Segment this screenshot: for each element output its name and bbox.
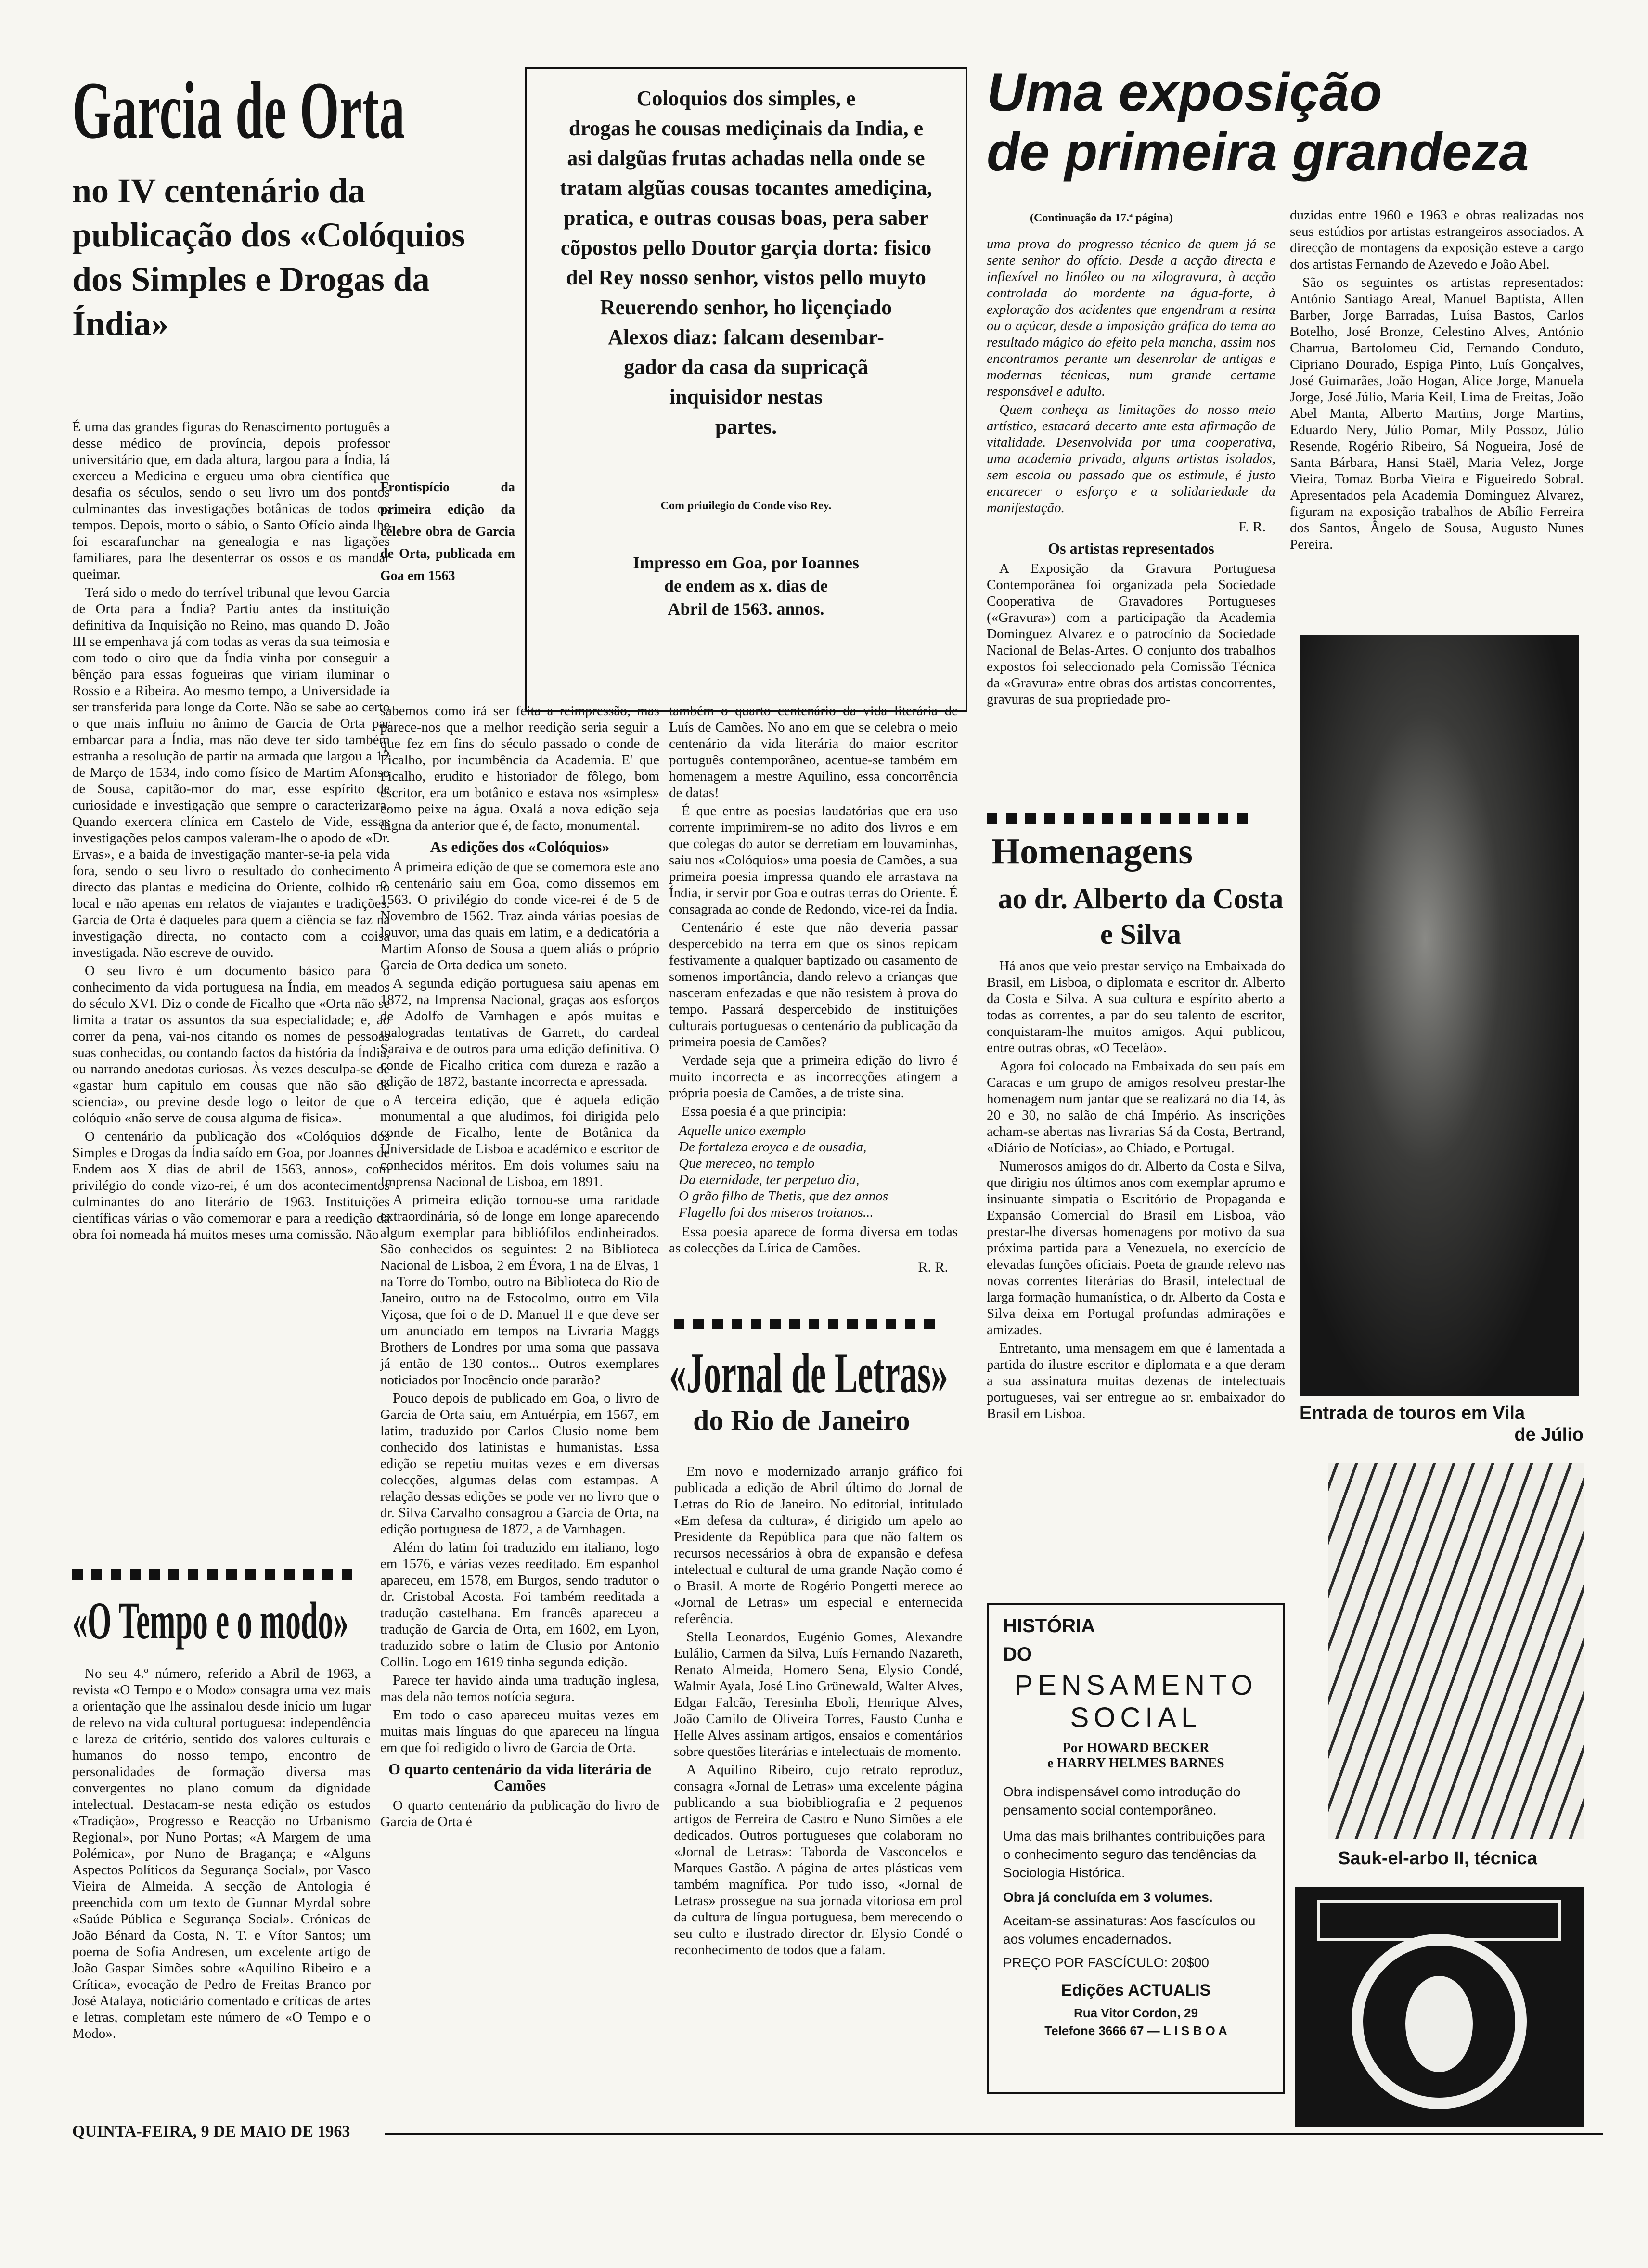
caption-bulls-author: de Júlio <box>1514 1425 1584 1445</box>
exposicao-column1 <box>987 236 1275 799</box>
camoes-p4: Verdade seja que a primeira edição do livro é muito incorrecta e as incorrecções atingem a própria poesia de Camões, a de triste sina. <box>669 1053 958 1101</box>
poem-line: Flagello foi dos miseros troianos... <box>679 1205 874 1220</box>
frontispiece-line: inquisidor nestas <box>669 385 823 409</box>
camoes-signature: R. R. <box>918 1259 948 1275</box>
edicoes-p7: Parece ter havido ainda uma tradução inglesa, mas dela não temos notícia segura. <box>380 1673 659 1704</box>
caption-sauk: Sauk-el-arbo II, técnica <box>1338 1848 1537 1869</box>
engraving-face <box>1295 1887 1584 2127</box>
ad-phone: Telefone 3666 67 — L I S B O A <box>1044 2023 1227 2038</box>
imprint-line: de endem as x. dias de <box>664 576 828 595</box>
poem-line: Da eternidade, ter perpetuo dia, <box>679 1172 860 1187</box>
tempo-title: «O Tempo e o modo» <box>72 1593 349 1650</box>
middle-p1: sabemos como irá ser feita a reimpressão, mas parece-nos que a melhor reedição seria seguir a que fez em fins do século passado o conde de Ficalho, por incumbência da Academia. E' que Ficalho, erudito e historiador de fôlego, bom escritor, era um botânico e estava nos «simples» como peixe na água. Oxalá a nova edição seja digna da anterior que é, de facto, monumental. <box>380 703 659 833</box>
exposicao-italic2: Quem conheça as limitações do nosso meio artístico, estacará decerto ante esta afirmação de vitalidade. Desenvolvida por uma cooperativa, uma academia privada, alguns artistas isolados, sem escola ou passado que os estimule, é justo encarecer o esforço e a solidariedade da manifestação. <box>987 402 1275 515</box>
ad-authors2: e HARRY HELMES BARNES <box>1047 1756 1224 1771</box>
edicoes-p1: A primeira edição de que se comemora este ano o centenário saiu em Goa, como dissemos em 1563. O privilégio do conde vice-rei é de 5 de Novembro de 1562. Traz ainda várias poesias de louvor, uma das quais em latim, e a dedicatória a Martim Afonso de Sousa a quem aliás o próprio Garcia de Orta dedica um soneto. <box>380 859 659 973</box>
frontispiece-line: pratica, e outras cousas boas, pera saber <box>564 206 928 230</box>
frontispiece-line: drogas he cousas mediçinais da India, e <box>568 116 924 140</box>
engraving-bulls <box>1300 635 1579 1396</box>
ad-address: Rua Vitor Cordon, 29 <box>1073 2006 1198 2020</box>
garcia-p4: O centenário da publicação dos «Colóquios dos Simples e Drogas da Índia saído em Goa, por Joannes de Endem aos X dias de abril de 1563, annos», com privilégio do conde vizo-rei, é um dos acontecimentos culminantes do ano literário de 1963. Instituições científicas várias o vão comemorar e para a reedição da obra foi nomeada há muitos meses uma comissão. Não <box>72 1129 390 1242</box>
jornal-subtitle: do Rio de Janeiro <box>693 1405 910 1436</box>
artistas-p1: A Exposição da Gravura Portuguesa Contemporânea foi organizada pela Sociedade Cooperativa de Gravadores Portugueses («Gravura») com a participação da Academia Dominguez Alvarez e o patrocínio da Sociedade Nacional de Belas-Artes. O conjunto dos trabalhos expostos foi seleccionado pela Comissão Técnica da «Gravura» entre obras dos artistas concorrentes, gravuras de sua propriedade pro- <box>987 561 1275 707</box>
poem-line: De fortaleza eroyca e de ousadia, <box>679 1139 867 1155</box>
garcia-article-col1 <box>72 419 390 1564</box>
jornal-title-box <box>669 1343 967 1405</box>
garcia-p1: É uma das grandes figuras do Renascimento português a desse médico de província, depois professor universitário que, em dada altura, largou para a Índia, lá exerceu a Medicina e ergueu uma obra científica que desafia os séculos, sendo o seu livro um dos pontos culminantes das investigações botânicas de todos os tempos. Depois, morto o sábio, o Santo Ofício ainda lhe foi escarafunchar na genealogia e nas ligações familiares, para lhe desenterrar os ossos e os mandar queimar. <box>72 419 390 582</box>
tempo-divider-top <box>72 1569 371 1580</box>
homenagens-p2: Agora foi colocado na Embaixada do seu país em Caracas e um grupo de amigos resolveu prestar-lhe homenagem num jantar que se realizará no dia 14, às 20 e 30, no salão de chá Império. As inscrições acham-se abertas nas livrarias Sá da Costa, Bertrand, «Diário de Notícias», ao Chiado, e Portugal. <box>987 1058 1285 1156</box>
artistas-heading: Os artistas representados <box>1048 540 1214 557</box>
homenagens-subtitle: ao dr. Alberto da Costa e Silva <box>998 883 1284 950</box>
tempo-article <box>72 1665 371 2099</box>
edicoes-p2: A segunda edição portuguesa saiu apenas em 1872, na Imprensa Nacional, graças aos esforços de Adolfo de Varnhagen e após muitas e malogradas tentativas de Garrett, do cardeal Saraiva e de outros para uma edição definitiva. O conde de Ficalho critica com dureza e razão a edição de 1872, bastante incorrecta e apressada. <box>380 976 659 1089</box>
jornal-divider <box>674 1319 963 1329</box>
quarto-heading: O quarto centenário da vida literária de Camões <box>388 1760 651 1794</box>
ad-p2: Uma das mais brilhantes contribuições para o conhecimento seguro das tendências da Sociologia Histórica. <box>1003 1829 1265 1880</box>
edicoes-p5: Pouco depois de publicado em Goa, o livro de Garcia de Orta saiu, em Antuérpia, em 1567, em latim, traduzido por Carlos Clusio nome bem conhecido dos latinistas e humanistas. Essa edição se repetiu muitas vezes e em diversas colecções, algumas delas com estampas. A relação dessas edições se pode ver no livro que o dr. Silva Carvalho consagrou a Garcia de Orta, na edição portuguesa de 1872, a de Varnhagen. <box>380 1391 659 1537</box>
edicoes-heading: As edições dos «Colóquios» <box>430 838 610 855</box>
footer-date: QUINTA-FEIRA, 9 DE MAIO DE 1963 <box>72 2123 350 2140</box>
homenagens-p3: Numerosos amigos do dr. Alberto da Costa e Silva, que dirigiu nos últimos anos com exemplar aprumo e insinuante simpatia o Escritório de Propaganda e Expansão Comercial do Brasil em Lisboa, vão prestar-lhe diversas homenagens por motivo da sua próxima partida para a Venezuela, no exercício de elevadas funções oficiais. Poeta de grande relevo nas novas correntes literárias do Brasil, intelectual de larga formação humanística, o dr. Alberto da Costa e Silva deixa em Portugal profundas admirações e amizades. <box>987 1159 1285 1338</box>
garcia-p3: O seu livro é um documento básico para o conhecimento da vida portuguesa na Índia, em meados do século XVI. Diz o conde de Ficalho que «Orta não se limita a tratar os assuntos da sua especialidade; e, ao correr da pena, vai-nos citando os nomes de pessoas suas conhecidas, ou contando factos da história da Índia, ou narrando anedotas curiosas. Às vezes desculpa-se de «gastar hum capitulo em cousas que não são de sciencia», ou previne desde logo o leitor de que o colóquio «não serve de cousa alguma de fisica». <box>72 963 390 1126</box>
ad-line3: PENSAMENTO <box>1014 1670 1258 1701</box>
imprint-line: Impresso em Goa, por Ioannes <box>633 553 859 572</box>
ad-p4: Aceitam-se assinaturas: Aos fascículos ou aos volumes encadernados. <box>1003 1913 1256 1946</box>
frontispiece-line: cõpostos pello Doutor garçia dorta: fisico <box>560 236 932 259</box>
tempo-title-box <box>72 1593 380 1651</box>
frontispiece-privilege: Com priuilegio do Conde viso Rey. <box>660 500 832 512</box>
frontispiece-line: asi dalgũas frutas achadas nella onde se <box>567 146 925 170</box>
ad-publisher: Edições ACTUALIS <box>1061 1981 1211 1999</box>
frontispiece-title-text <box>539 84 953 442</box>
exposicao-title-box <box>987 63 1593 217</box>
camoes-p1: também o quarto centenário da vida literária de Luís de Camões. No ano em que se celebra o meio centenário da vida literária do maior escritor português contemporâneo, acentue-se também em homenagem a mestre Aquilino, essa concorrência de datas! <box>669 703 958 800</box>
exposicao-signature: F. R. <box>1238 519 1266 535</box>
ad-price: PREÇO POR FASCÍCULO: 20$00 <box>1003 1955 1209 1970</box>
homenagens-title: Homenagens <box>991 831 1193 872</box>
frontispiece-line: Coloquios dos simples, e <box>636 87 856 110</box>
frontispiece-line: gador da casa da supricaçã <box>624 355 868 379</box>
book-advertisement <box>987 1603 1285 2094</box>
garcia-subtitle: no IV centenário da publicação dos «Colóquios dos Simples e Drogas da Índia» <box>72 171 465 343</box>
exposicao-continuation: (Continuação da 17.ª página) <box>1030 212 1173 224</box>
homenagens-divider <box>987 813 1285 824</box>
imprint-line: Abril de 1563. annos. <box>668 599 824 619</box>
camoes-p5: Essa poesia é a que principia: <box>682 1104 847 1119</box>
frontispiece-line: Reuerendo senhor, ho liçençiado <box>600 296 892 319</box>
ad-line2: DO <box>1003 1644 1032 1665</box>
frontispiece-caption: Frontispício da primeira edição da célebre obra de Garcia de Orta, publicada em Goa em 1563 <box>380 480 515 583</box>
edicoes-p4: A primeira edição tornou-se uma raridade extraordinária, só de longe em longe aparecendo algum exemplar para bibliófilos endinheirados. São conhecidos os seguintes: 2 na Biblioteca Nacional de Lisboa, 2 em Évora, 1 na de Elvas, 1 na Torre do Tombo, outro na Biblioteca do Rio de Janeiro, outro na de Estocolmo, outro em Vila Viçosa, que foi o de D. Manuel II e que deve ser um anunciado em tempos na Livraria Maggs Brothers de Londres por uma soma que passava já então de 130 contos... Outros exemplares noticiados por Inocêncio onde pararão? <box>380 1192 659 1388</box>
exposicao-italic1: uma prova do progresso técnico de quem já se sente senhor do ofício. Desde a acção directa e inflexível no linóleo ou na xilogravura, à acção controlada do mordente na água-forte, à exploração dos acidentes que engendram a resina ou o açúcar, desde a imposição gráfica do tema ao resultado mágico do efeito pela mancha, assim nos encontramos perante um desenrolar de antigas e modernas técnicas, num grande certame responsável e adulto. <box>987 236 1275 399</box>
exposicao-title-line1: Uma exposição <box>987 62 1382 122</box>
caption-bulls: Entrada de touros em Vila <box>1300 1403 1525 1423</box>
homenagens-p4: Entretanto, uma mensagem em que é lamentada a partida do ilustre escritor e diplomata e a que deram a sua assinatura muitas dezenas de intelectuais portugueses, vai ser entregue ao sr. embaixador do Brasil em Lisboa. <box>987 1340 1285 1421</box>
camoes-column <box>669 703 958 1304</box>
ad-line4: SOCIAL <box>1070 1702 1202 1733</box>
poem-line: Que mereceo, no templo <box>679 1156 815 1171</box>
ad-p3: Obra já concluída em 3 volumes. <box>1003 1890 1213 1905</box>
homenagens-article <box>987 958 1285 1584</box>
frontispiece-facsimile <box>525 67 967 712</box>
ad-p1: Obra indispensável como introdução do pensamento social contemporâneo. <box>1003 1784 1241 1817</box>
face-drawing <box>1295 1887 1584 2127</box>
garcia-title: Garcia de Orta <box>72 65 405 155</box>
jornal-p2: Stella Leonardos, Eugénio Gomes, Alexandre Eulálio, Carmen da Silva, Luís Fernando Nazareth, Renato Almeida, Homero Sena, Elysio Condé, Walmir Ayala, José Lino Grünewald, Walter Alves, Edgar Falcão, Teresinha Eboli, Henrique Alves, João Camilo de Oliveira Torres, Fausto Cunha e Helle Alves assinam artigos, ensaios e comentários sobre questões literárias e intelectuais de momento. <box>674 1629 963 1759</box>
exposicao-right-p2: São os seguintes os artistas representados: António Santiago Areal, Manuel Baptista, Allen Barber, Jorge Barradas, Luísa Bastos, Carlos Botelho, José Bronze, Celestino Alves, António Charrua, Bartolomeu Cid, Fernando Conduto, Cipriano Dourado, Espiga Pinto, Luís Gonçalves, José Guimarães, João Hogan, Alice Jorge, Manuela Jorge, José Júlio, Maria Keil, Lima de Freitas, João Abel Manta, Alberto Martins, Jorge Martins, Eduardo Nery, Júlio Pomar, Mily Possoz, Júlio Resende, Rogério Ribeiro, Sá Nogueira, José de Santa Bárbara, Hansi Staël, Maria Velez, Jorge Vieira, Tomaz Borba Vieira e Figueiredo Sobral. Apresentados pela Academia Dominguez Alvarez, figuram na exposição trabalhos de Abílio Ferreira dos Santos, Ângelo de Sousa, Augusto Nunes Pereira. <box>1290 275 1584 552</box>
jornal-p1: Em novo e modernizado arranjo gráfico foi publicada a edição de Abril último do Jornal de Letras do Rio de Janeiro. No editorial, intitulado «Em defesa da cultura», é dirigido um apelo ao Presidente da República para que não faltem os recursos necessários à obra de expansão e defesa intelectual e cultural de uma grande Nação como é o Brasil. A morte de Rogério Pongetti merece ao «Jornal de Letras» um especial e enternecida referência. <box>674 1464 963 1626</box>
frontispiece-line: partes. <box>715 415 777 438</box>
ad-authors1: Por HOWARD BECKER <box>1062 1740 1210 1755</box>
camoes-after: Essa poesia aparece de forma diversa em todas as colecções da Lírica de Camões. <box>669 1224 958 1256</box>
ad-line1: HISTÓRIA <box>1003 1615 1095 1637</box>
poem-line: Aquelle unico exemplo <box>679 1123 806 1138</box>
camoes-poem <box>679 1122 958 1221</box>
frontispiece-line: del Rey nosso senhor, vistos pello muyto <box>566 266 926 289</box>
quarto-p1: O quarto centenário da publicação do livro de Garcia de Orta é <box>380 1798 659 1830</box>
frontispiece-line: Alexos diaz: falcam desembar- <box>608 325 884 349</box>
edicoes-p8: Em todo o caso apareceu muitas vezes em muitas mais línguas do que apareceu na língua em que foi redigido o livro de Garcia de Orta. <box>380 1707 659 1755</box>
frontispiece-line: tratam algũas cousas tocantes amediçina, <box>560 176 932 200</box>
exposicao-column2 <box>1290 207 1584 626</box>
garcia-title-box <box>72 67 496 164</box>
tempo-p1: No seu 4.º número, referido a Abril de 1963, a revista «O Tempo e o Modo» consagra uma vez mais a orientação que lhe assinalou desde início um lugar de relevo na vida cultural portuguesa: independência e lareza de critério, sentido dos valores culturais e humanos do nosso tempo, encontro de personalidades de formação diversa mas convergentes no plano comum da dignidade intelectual. Destacam-se nesta edição os estudos «Tradição», Progresso e Reacção no Urbanismo Regional», por Nuno Portas; «A Margem de uma Polémica», por Nuno de Bragança; e «Alguns Aspectos Políticos da Segurança Social», por Vasco Vieira de Almeida. A secção de Antologia é preenchida com um texto de Gunnar Myrdal sobre «Saúde Pública e Segurança Social». Crónicas de João Bénard da Costa, N. T. e Vítor Santos; um poema de Sofia Andresen, um excelente artigo de João Gaspar Simões sobre «Aquilino Ribeiro e a Crítica», evocação de Pedro de Freitas Branco por José Atalaya, noticiário comentado e críticas de artes e letras, completam este número de «O Tempo e o Modo». <box>72 1666 371 2041</box>
frontispiece-imprint <box>539 551 953 620</box>
poem-line: O grão filho de Thetis, que dez annos <box>679 1188 888 1204</box>
camoes-p3: Centenário é este que não deveria passar despercebido na terra em que os sinos repicam festivamente a qualquer baptizado ou casamento de somenos importância, dando relevo a crianças que nasceram enfezadas e que não resistem à prova do tempo. Passará despercebido de instituições culturais portuguesas o centenário da publicação da primeira poesia de Camões? <box>669 920 958 1050</box>
jornal-p3: A Aquilino Ribeiro, cujo retrato reproduz, consagra «Jornal de Letras» uma excelente página publicando a sua biobibliografia e 2 pequenos artigos de Ferreira de Castro e Nuno Simões a ele dedicados. Outros portugueses que colaboram no «Jornal de Letras»: Taborda de Vasconcelos e Marques Gastão. A página de artes plásticas vem também magnífica. Por tudo isso, «Jornal de Letras» prossegue na sua jornada vitoriosa em prol da cultura de língua portuguesa, bem merecendo o seu culto e ilustrado director dr. Elysio Condé o reconhecimento de todos que a falam. <box>674 1762 963 1958</box>
middle-column <box>380 703 659 2137</box>
camoes-p2: É que entre as poesias laudatórias que era uso corrente imprimirem-se no adito dos livros e em que colegas do autor se derretiam em louvaminhas, saiu nos «Colóquios» uma poesia de Camões, a sua primeira poesia impressa quando ele arrastava na Índia, ir servir por Goa e outras terras do Oriente. É consagrada ao conde de Redondo, vice-rei da Índia. <box>669 803 958 917</box>
exposicao-right-p1: duzidas entre 1960 e 1963 e obras realizadas nos seus estúdios por artistas estrangeiros associados. A direcção de montagens da exposição esteve a cargo dos artistas Fernando de Azevedo e João Abel. <box>1290 207 1584 272</box>
edicoes-p3: A terceira edição, que é aquela edição monumental a que aludimos, foi dirigida pelo conde de Ficalho, lente de Botânica da Universidade de Lisboa e académico e escritor de conhecidos méritos. Em dois volumes saiu na Imprensa Nacional de Lisboa, em 1891. <box>380 1092 659 1189</box>
jornal-title: «Jornal de Letras» <box>669 1343 948 1405</box>
jornal-article <box>674 1463 963 2137</box>
exposicao-title-line2: de primeira grandeza <box>987 122 1529 182</box>
footer-rule <box>385 2133 1603 2135</box>
engraving-sauk <box>1328 1463 1584 1839</box>
garcia-p2: Terá sido o medo do terrível tribunal que levou Garcia de Orta para a Índia? Partiu antes da instituição definitiva da Inquisição no Reino, mas quando D. João III se empenhava já com todas as veras da sua teimosia e com todo o oiro que da Índia vinha por conseguir a bênção para essas fogueiras que viriam iluminar o Rossio e a Ribeira. Ao mesmo tempo, a Universidade ia ser transferida para longe da Corte. Não se sabe ao certo o que mais influiu no ânimo de Garcia de Orta par embarcar para a Índia, mas não deve ter sido também estranha a resolução de partir na armada que largou a 12 de Março de 1534, indo como físico de Martim Afonso de Sousa, capitão-mor do mar, esse espírito de curiosidade e investigação que sempre o caracterizara. Quando exercera clínica em Castelo de Vide, essas investigações pelos campos valeram-lhe o apodo de «Dr. Ervas», e a baida de investigação manter-se-ia pela vida fora, sendo o seu livro o resultado do conhecimento directo das plantas e medicina do Oriente, colhido no local e não apenas em relatos de viajantes e tradições. Garcia de Orta é daqueles para quem a ciência se faz na investigação directa, no contacto com a coisa investigada. Não escreve de ouvido. <box>72 585 390 960</box>
edicoes-p6: Além do latim foi traduzido em italiano, logo em 1576, e várias vezes reeditado. Em espanhol apareceu, em 1578, em Burgos, sendo tradutor o dr. Cristobal Acosta. Foi também reeditada a tradução castelhana. Em francês apareceu a tradução de Garcia de Orta, em 1602, em Lyon, traduzido sobre o latim de Clusio por Antonio Collin. Logo em 1619 tinha segunda edição. <box>380 1540 659 1670</box>
garcia-subtitle-box <box>72 168 496 409</box>
homenagens-p1: Há anos que veio prestar serviço na Embaixada do Brasil, em Lisboa, o diplomata e escritor dr. Alberto da Costa e Silva. A sua cultura e espírito aberto a todas as correntes, a par do seu talento de escritor, conquistaram-lhe muitos amigos. Aqui publicou, entre outras obras, «O Tecelão». <box>987 958 1285 1056</box>
